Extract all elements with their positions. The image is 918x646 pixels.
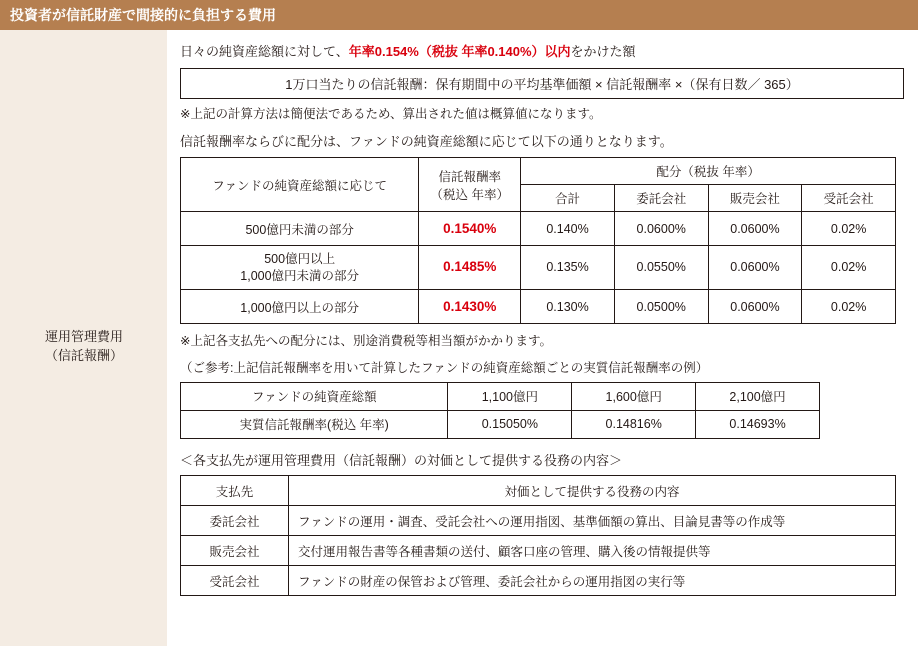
fee-category-label-line1: 運用管理費用: [44, 329, 123, 344]
fee-table-header-rate-line2: （税込 年率）: [430, 187, 509, 202]
fee-row-jutaku: 0.02%: [802, 212, 896, 246]
fee-table-header-hanbai: 販売会社: [708, 185, 802, 212]
fee-rate-table: [180, 157, 896, 324]
example-assets-value: 1,100億円: [448, 382, 572, 410]
services-desc: ファンドの運用・調査、受託会社への運用指図、基準価額の算出、目論見書等の作成等: [289, 506, 896, 536]
fee-row-itaku: 0.0600%: [614, 212, 708, 246]
example-row-label: 実質信託報酬率(税込 年率): [181, 410, 448, 438]
fee-row-label-line1: 500億円以上: [264, 251, 336, 266]
formula-text: 1万口当たりの信託報酬：保有期間中の平均基準価額 × 信託報酬率 ×（保有日数／ 365）: [285, 76, 799, 92]
table-row: [181, 290, 896, 324]
example-assets-value: 2,100億円: [696, 382, 820, 410]
effective-rate-example-table: [180, 382, 820, 439]
intro-suffix: をかけた額: [570, 44, 636, 59]
fee-row-hanbai: 0.0600%: [708, 246, 802, 290]
fee-row-total: 0.130%: [521, 290, 615, 324]
fee-row-rate: 0.1485%: [419, 246, 521, 290]
table-row: [181, 382, 820, 410]
table-row: [181, 476, 896, 506]
fee-table-header-rate: [419, 158, 521, 212]
fee-table-header-rate-line1: 信託報酬率: [438, 169, 501, 184]
services-header-desc: 対価として提供する役務の内容: [289, 476, 896, 506]
example-rate-value: 0.14816%: [572, 410, 696, 438]
table-row: [181, 536, 896, 566]
services-table: [180, 475, 896, 596]
fee-category-label-line2: （信託報酬）: [44, 347, 123, 363]
note-approximate: ※上記の計算方法は簡便法であるため、算出された値は概算値になります。: [180, 106, 602, 121]
main-content: [168, 30, 918, 646]
fee-table-header-assets: ファンドの純資産総額に応じて: [181, 158, 419, 212]
fee-table-header-allocation: 配分（税抜 年率）: [521, 158, 896, 185]
fee-row-label: [181, 246, 419, 290]
fee-table-header-itaku: 委託会社: [614, 185, 708, 212]
table-row: [181, 212, 896, 246]
fee-allocation-lead: 信託報酬率ならびに配分は、ファンドの純資産総額に応じて以下の通りとなります。: [180, 133, 673, 149]
intro-line: [180, 42, 904, 62]
fee-row-label-line2: 1,000億円未満の部分: [240, 268, 360, 283]
left-label-column: [0, 30, 168, 646]
example-rate-value: 0.14693%: [696, 410, 820, 438]
services-payee: 販売会社: [181, 536, 289, 566]
reference-lead: （ご参考:上記信託報酬率を用いて計算したファンドの純資産総額ごとの実質信託報酬率の例）: [180, 361, 709, 375]
formula-box: [180, 68, 904, 99]
table-row: [181, 158, 896, 185]
services-payee: 受託会社: [181, 566, 289, 596]
services-payee: 委託会社: [181, 506, 289, 536]
table-row: [181, 506, 896, 536]
example-assets-value: 1,600億円: [572, 382, 696, 410]
fee-row-label: 500億円未満の部分: [181, 212, 419, 246]
section-title: 投資者が信託財産で間接的に負担する費用: [10, 7, 276, 23]
table-row: [181, 410, 820, 438]
fee-row-itaku: 0.0550%: [614, 246, 708, 290]
fee-row-total: 0.135%: [521, 246, 615, 290]
services-desc: ファンドの財産の保管および管理、委託会社からの運用指図の実行等: [289, 566, 896, 596]
fee-table-header-jutaku: 受託会社: [802, 185, 896, 212]
table-row: [181, 566, 896, 596]
intro-rate: 年率0.154%（税抜 年率0.140%）以内: [348, 44, 571, 59]
note-consumption-tax: ※上記各支払先への配分には、別途消費税等相当額がかかります。: [180, 334, 552, 348]
services-lead: ＜各支払先が運用管理費用（信託報酬）の対価として提供する役務の内容＞: [180, 452, 623, 468]
example-row-label: ファンドの純資産総額: [181, 382, 448, 410]
intro-prefix: 日々の純資産総額に対して、: [180, 44, 349, 59]
fee-row-total: 0.140%: [521, 212, 615, 246]
fee-row-jutaku: 0.02%: [802, 290, 896, 324]
table-row: [181, 246, 896, 290]
services-desc: 交付運用報告書等各種書類の送付、顧客口座の管理、購入後の情報提供等: [289, 536, 896, 566]
fee-row-jutaku: 0.02%: [802, 246, 896, 290]
fee-row-rate: 0.1540%: [419, 212, 521, 246]
services-header-payee: 支払先: [181, 476, 289, 506]
fee-table-header-total: 合計: [521, 185, 615, 212]
fee-category-label: [0, 328, 168, 366]
fee-row-label: 1,000億円以上の部分: [181, 290, 419, 324]
fee-row-hanbai: 0.0600%: [708, 290, 802, 324]
fee-row-rate: 0.1430%: [419, 290, 521, 324]
section-header-bar: [0, 0, 918, 30]
example-rate-value: 0.15050%: [448, 410, 572, 438]
fee-row-itaku: 0.0500%: [614, 290, 708, 324]
fee-row-hanbai: 0.0600%: [708, 212, 802, 246]
